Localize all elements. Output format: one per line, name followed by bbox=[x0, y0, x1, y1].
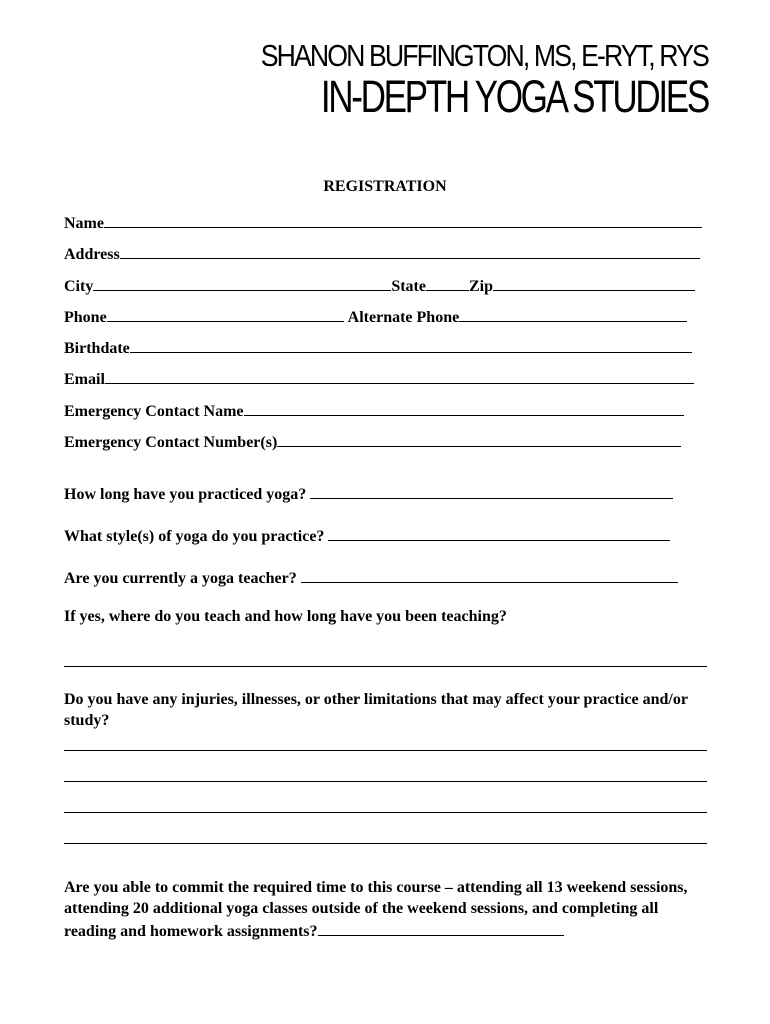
birthdate-row bbox=[64, 336, 692, 356]
state-label: State bbox=[391, 278, 426, 295]
zip-field[interactable] bbox=[493, 274, 695, 291]
question-4-row bbox=[64, 607, 507, 627]
question-5-answer-line-3[interactable] bbox=[64, 812, 707, 813]
email-field[interactable] bbox=[105, 367, 694, 384]
question-4-answer-line[interactable] bbox=[64, 666, 707, 667]
phone-row bbox=[64, 305, 687, 325]
document-header bbox=[188, 38, 708, 122]
city-label: City bbox=[64, 278, 94, 295]
emergency-name-row bbox=[64, 399, 684, 419]
emergency-name-field[interactable] bbox=[244, 399, 684, 416]
phone-label: Phone bbox=[64, 309, 107, 326]
question-3-row bbox=[64, 566, 678, 586]
name-field[interactable] bbox=[104, 211, 702, 228]
name-label: Name bbox=[64, 215, 104, 232]
question-3-field[interactable] bbox=[301, 566, 678, 583]
question-6-field[interactable] bbox=[318, 919, 564, 936]
question-3-label: Are you currently a yoga teacher? bbox=[64, 570, 297, 587]
question-5-answer-line-1[interactable] bbox=[64, 750, 707, 751]
question-5-label: Do you have any injuries, illnesses, or other limitations that may affect your practice and/or study? bbox=[64, 691, 688, 729]
address-row bbox=[64, 242, 700, 262]
instructor-name: SHANON BUFFINGTON, MS, E-RYT, RYS bbox=[260, 38, 708, 73]
state-field[interactable] bbox=[426, 274, 469, 291]
email-row bbox=[64, 367, 694, 387]
birthdate-label: Birthdate bbox=[64, 340, 130, 357]
question-4-label: If yes, where do you teach and how long have you been teaching? bbox=[64, 608, 507, 625]
zip-label: Zip bbox=[468, 278, 493, 295]
question-5-answer-line-2[interactable] bbox=[64, 781, 707, 782]
form-title: REGISTRATION bbox=[323, 178, 447, 195]
question-1-row bbox=[64, 482, 673, 502]
alternate-phone-field[interactable] bbox=[459, 305, 687, 322]
birthdate-field[interactable] bbox=[130, 336, 692, 353]
name-row bbox=[64, 211, 702, 231]
question-1-label: How long have you practiced yoga? bbox=[64, 486, 307, 503]
question-2-field[interactable] bbox=[328, 524, 670, 541]
emergency-number-field[interactable] bbox=[277, 430, 681, 447]
emergency-number-label: Emergency Contact Number(s) bbox=[64, 434, 278, 451]
address-field[interactable] bbox=[120, 242, 700, 259]
alternate-phone-label: Alternate Phone bbox=[347, 309, 460, 326]
studio-name: IN-DEPTH YOGA STUDIES bbox=[320, 71, 708, 122]
emergency-number-row bbox=[64, 430, 681, 450]
emergency-name-label: Emergency Contact Name bbox=[64, 403, 244, 420]
question-2-label: What style(s) of yoga do you practice? bbox=[64, 528, 325, 545]
email-label: Email bbox=[64, 371, 105, 388]
city-field[interactable] bbox=[93, 274, 391, 291]
question-1-field[interactable] bbox=[310, 482, 673, 499]
question-5-answer-line-4[interactable] bbox=[64, 843, 707, 844]
city-state-zip-row bbox=[64, 274, 695, 294]
phone-field[interactable] bbox=[107, 305, 344, 322]
question-2-row bbox=[64, 524, 670, 544]
address-label: Address bbox=[64, 246, 120, 263]
question-6-label: Are you able to commit the required time to this course – attending all 13 weekend sessions, attending 20 additional yoga classes outside of the weekend sessions, and completing all reading and homework assignments? bbox=[64, 879, 688, 940]
question-6-block bbox=[64, 877, 714, 942]
